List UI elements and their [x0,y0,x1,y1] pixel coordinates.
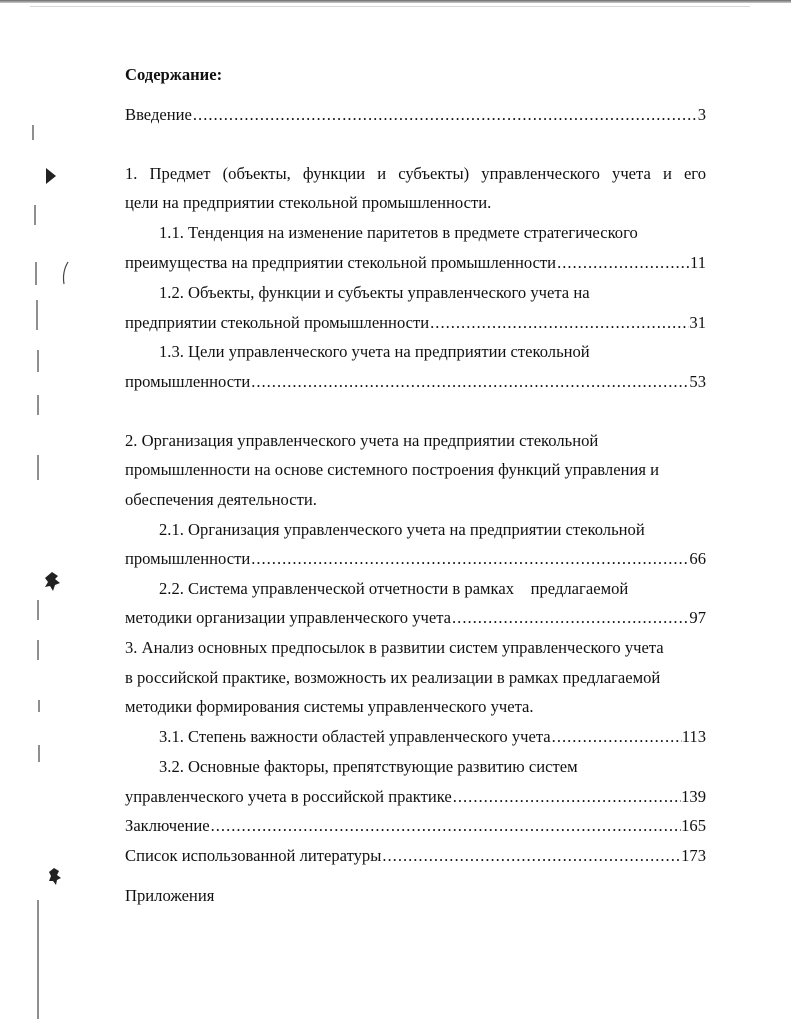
toc-entry-appendices: Приложения [125,886,215,905]
toc-heading: Содержание: [125,65,223,84]
toc-entry-bibliography: Список использованной литературы ..... 173 [125,843,706,869]
toc-section-1-2-line-2: предприятии стекольной промышленности ..... 31 [125,310,706,336]
page-number: 53 [689,372,706,391]
page-number: 11 [690,253,706,272]
toc-chapter-2-line-2: промышленности на основе системного построения функций управления и [125,460,659,479]
page-number: 173 [681,846,706,865]
toc-section-2-2-line-2: методики организации управленческого учета ..... 97 [125,605,706,631]
toc-section-1-2-line-1: 1.2. Объекты, функции и субъекты управленческого учета на [159,283,590,302]
toc-chapter-3-line-1: 3. Анализ основных предпосылок в развитии систем управленческого учета [125,638,664,657]
toc-entry-conclusion: Заключение ..... 165 [125,813,706,839]
toc-section-2-2-line-1: 2.2. Система управленческой отчетности в рамках предлагаемой [159,579,629,598]
toc-section-2-1-line-1: 2.1. Организация управленческого учета на предприятии стекольной [159,520,645,539]
toc-chapter-3-line-2: в российской практике, возможность их реализации в рамках предлагаемой [125,668,661,687]
toc-chapter-3-line-3: методики формирования системы управленческого учета. [125,697,534,716]
toc-section-3-1: 3.1. Степень важности областей управленческого учета ..... 113 [159,724,706,750]
page-number: 66 [689,549,706,568]
toc-section-1-3-line-2: промышленности ..... 53 [125,369,706,395]
toc-section-3-2-line-2: управленческого учета в российской практике ..... 139 [125,784,706,810]
toc-chapter-1-line-1: 1. Предмет (объекты, функции и субъекты) управленческого учета и его [125,164,706,183]
toc-section-1-1-line-2: преимущества на предприятии стекольной промышленности ..... 11 [125,250,706,276]
toc-section-1-1-line-1: 1.1. Тенденция на изменение паритетов в предмете стратегического [159,223,638,242]
toc-section-2-1-line-2: промышленности ..... 66 [125,546,706,572]
toc-entry-introduction: Введение ..... 3 [125,102,706,128]
toc-chapter-2-line-3: обеспечения деятельности. [125,490,317,509]
page-number: 3 [697,105,706,124]
toc-chapter-2-line-1: 2. Организация управленческого учета на предприятии стекольной [125,431,599,450]
toc-chapter-1-line-2: цели на предприятии стекольной промышленности. [125,193,492,212]
binding-marks [0,0,80,1019]
page-number: 31 [689,313,706,332]
page-number: 97 [689,608,706,627]
toc-section-1-3-line-1: 1.3. Цели управленческого учета на предприятии стекольной [159,342,590,361]
toc-section-3-2-line-1: 3.2. Основные факторы, препятствующие развитию систем [159,757,578,776]
page-number: 165 [681,816,706,835]
page-number: 113 [681,727,706,746]
page-number: 139 [681,787,706,806]
scan-edge [0,0,791,3]
scan-edge-line [30,6,750,7]
